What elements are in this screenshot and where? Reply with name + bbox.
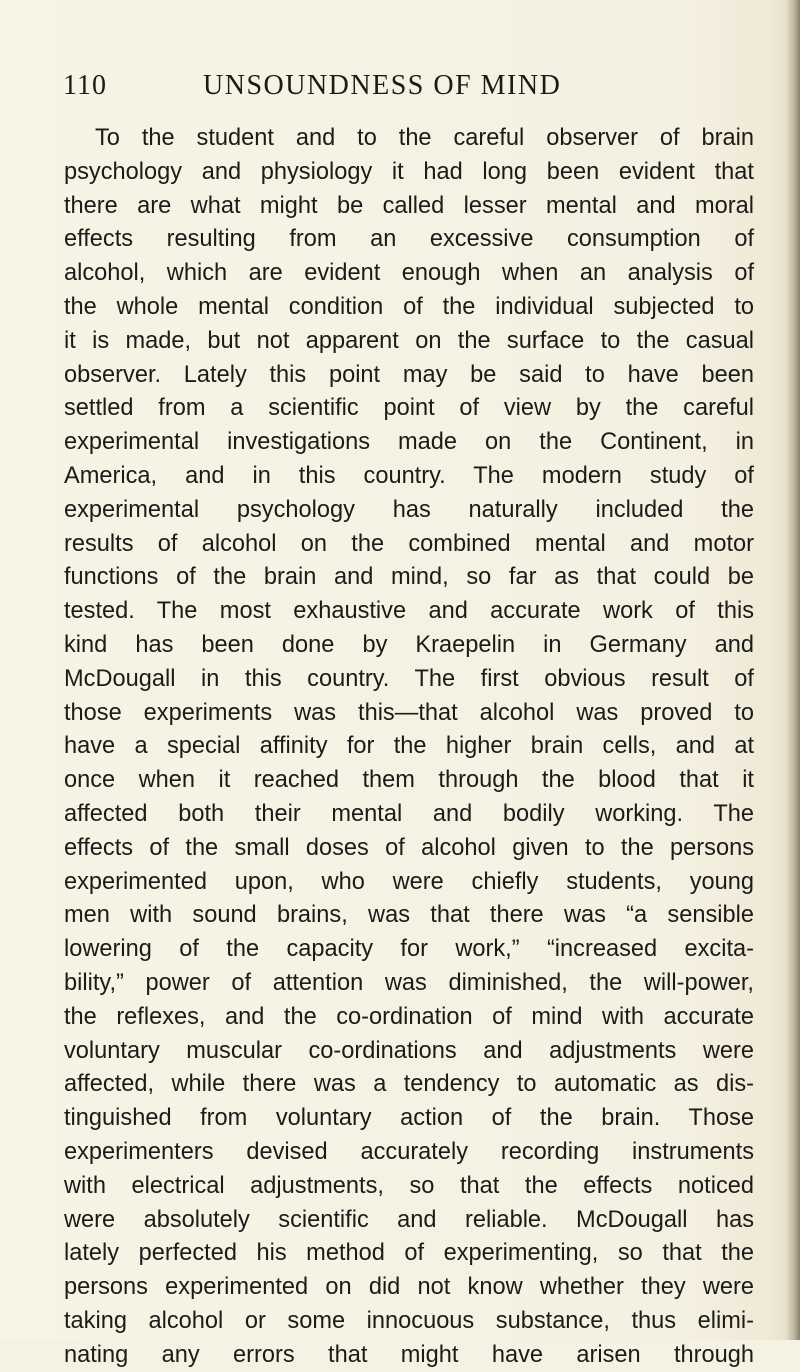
running-title: UNSOUNDNESS OF MIND [203,70,562,101]
text-line: kind has been done by Kraepelin in Germany and [64,631,754,658]
text-line: were absolutely scientific and reliable. McDougall has [64,1206,754,1233]
text-line: results of alcohol on the combined mental and motor [64,530,754,557]
text-line: once when it reached them through the blood that it [64,767,754,794]
text-line: the whole mental condition of the individual subjected to [64,293,754,320]
text-line: taking alcohol or some innocuous substance, thus elimi- [64,1307,754,1334]
text-line: effects resulting from an excessive consumption of [64,226,754,253]
page-header [0,70,800,110]
text-line: alcohol, which are evident enough when an analysis of [64,260,754,287]
text-line: lately perfected his method of experimenting, so that the [64,1240,754,1267]
text-line: have a special affinity for the higher brain cells, and at [64,733,754,760]
text-line: America, and in this country. The modern study of [64,462,754,489]
text-line: psychology and physiology it had long been evident that [64,158,754,185]
text-line: settled from a scientific point of view by the careful [64,395,754,422]
text-line: with electrical adjustments, so that the effects noticed [64,1172,754,1199]
text-line: lowering of the capacity for work,” “increased excita- [64,936,754,963]
text-line: experimental psychology has naturally included the [64,496,754,523]
text-line: bility,” power of attention was diminished, the will-power, [64,969,754,996]
text-line: nating any errors that might have arisen through [64,1341,754,1368]
text-line: it is made, but not apparent on the surface to the casual [64,327,754,354]
text-line: experimental investigations made on the Continent, in [64,429,754,456]
text-line: affected both their mental and bodily working. The [64,800,754,827]
text-line: experimenters devised accurately recording instruments [64,1138,754,1165]
text-line: experimented upon, who were chiefly students, young [64,868,754,895]
text-line: tinguished from voluntary action of the brain. Those [64,1105,754,1132]
text-line: affected, while there was a tendency to automatic as dis- [64,1071,754,1098]
text-line: voluntary muscular co-ordinations and adjustments were [64,1037,754,1064]
text-line: the reflexes, and the co-ordination of mind with accurate [64,1003,754,1030]
page-edge-shadow [786,0,800,1340]
text-line: tested. The most exhaustive and accurate work of this [64,598,754,625]
text-line: there are what might be called lesser mental and moral [64,192,754,219]
body-paragraph [64,122,754,1372]
text-line: observer. Lately this point may be said to have been [64,361,754,388]
text-line: effects of the small doses of alcohol given to the persons [64,834,754,861]
text-line: To the student and to the careful observer of brain [95,125,754,151]
text-line: McDougall in this country. The first obvious result of [64,665,754,692]
text-line: those experiments was this—that alcohol was proved to [64,699,754,726]
text-line: persons experimented on did not know whether they were [64,1274,754,1301]
text-line: functions of the brain and mind, so far as that could be [64,564,754,591]
text-line: men with sound brains, was that there was “a sensible [64,902,754,929]
page-number: 110 [63,70,107,101]
